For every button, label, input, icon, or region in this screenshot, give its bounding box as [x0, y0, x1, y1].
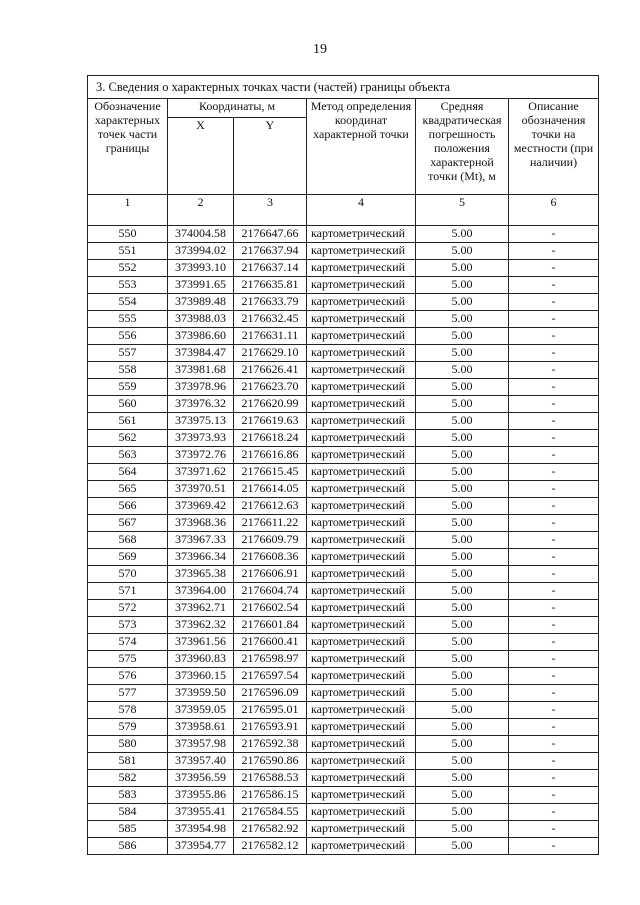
error-cell: 5.00 — [416, 413, 509, 430]
error-cell: 5.00 — [416, 430, 509, 447]
header-description: Описание обозначения точки на местности (при наличии) — [509, 99, 599, 195]
x-coordinate-cell: 373961.56 — [168, 634, 234, 651]
point-number-cell: 556 — [88, 328, 168, 345]
y-coordinate-cell: 2176647.66 — [234, 226, 307, 243]
point-number-cell: 575 — [88, 651, 168, 668]
x-coordinate-cell: 373973.93 — [168, 430, 234, 447]
error-cell: 5.00 — [416, 736, 509, 753]
table-row — [88, 549, 599, 566]
error-cell: 5.00 — [416, 770, 509, 787]
x-coordinate-cell: 373989.48 — [168, 294, 234, 311]
error-cell: 5.00 — [416, 515, 509, 532]
description-cell: - — [509, 668, 599, 685]
y-coordinate-cell: 2176637.94 — [234, 243, 307, 260]
method-cell: картометрический — [307, 668, 416, 685]
y-coordinate-cell: 2176582.92 — [234, 821, 307, 838]
method-cell: картометрический — [307, 651, 416, 668]
table-row — [88, 634, 599, 651]
section-title-row — [88, 76, 599, 99]
x-coordinate-cell: 373954.98 — [168, 821, 234, 838]
y-coordinate-cell: 2176592.38 — [234, 736, 307, 753]
point-number-cell: 579 — [88, 719, 168, 736]
point-number-cell: 557 — [88, 345, 168, 362]
x-coordinate-cell: 373970.51 — [168, 481, 234, 498]
error-cell: 5.00 — [416, 821, 509, 838]
header-y: Y — [234, 118, 307, 195]
y-coordinate-cell: 2176608.36 — [234, 549, 307, 566]
error-cell: 5.00 — [416, 532, 509, 549]
y-coordinate-cell: 2176632.45 — [234, 311, 307, 328]
x-coordinate-cell: 374004.58 — [168, 226, 234, 243]
table-row — [88, 379, 599, 396]
y-coordinate-cell: 2176635.81 — [234, 277, 307, 294]
point-number-cell: 574 — [88, 634, 168, 651]
description-cell: - — [509, 226, 599, 243]
table-row — [88, 617, 599, 634]
point-number-cell: 560 — [88, 396, 168, 413]
y-coordinate-cell: 2176596.09 — [234, 685, 307, 702]
table-row — [88, 498, 599, 515]
method-cell: картометрический — [307, 362, 416, 379]
description-cell: - — [509, 532, 599, 549]
x-coordinate-cell: 373988.03 — [168, 311, 234, 328]
header-error: Средняя квадратическая погрешность положения характерной точки (Mt), м — [416, 99, 509, 195]
description-cell: - — [509, 617, 599, 634]
y-coordinate-cell: 2176612.63 — [234, 498, 307, 515]
table-row — [88, 736, 599, 753]
x-coordinate-cell: 373955.86 — [168, 787, 234, 804]
y-coordinate-cell: 2176631.11 — [234, 328, 307, 345]
description-cell: - — [509, 770, 599, 787]
method-cell: картометрический — [307, 379, 416, 396]
description-cell: - — [509, 277, 599, 294]
point-number-cell: 565 — [88, 481, 168, 498]
error-cell: 5.00 — [416, 651, 509, 668]
table-row — [88, 804, 599, 821]
method-cell: картометрический — [307, 260, 416, 277]
x-coordinate-cell: 373965.38 — [168, 566, 234, 583]
x-coordinate-cell: 373958.61 — [168, 719, 234, 736]
x-coordinate-cell: 373978.96 — [168, 379, 234, 396]
method-cell: картометрический — [307, 617, 416, 634]
header-row-1 — [88, 99, 599, 118]
method-cell: картометрический — [307, 413, 416, 430]
method-cell: картометрический — [307, 600, 416, 617]
description-cell: - — [509, 260, 599, 277]
point-number-cell: 576 — [88, 668, 168, 685]
table-row — [88, 260, 599, 277]
point-number-cell: 564 — [88, 464, 168, 481]
description-cell: - — [509, 396, 599, 413]
method-cell: картометрический — [307, 566, 416, 583]
y-coordinate-cell: 2176595.01 — [234, 702, 307, 719]
point-number-cell: 561 — [88, 413, 168, 430]
table-row — [88, 430, 599, 447]
method-cell: картометрический — [307, 583, 416, 600]
column-number: 1 — [88, 195, 168, 226]
description-cell: - — [509, 243, 599, 260]
x-coordinate-cell: 373954.77 — [168, 838, 234, 855]
y-coordinate-cell: 2176584.55 — [234, 804, 307, 821]
x-coordinate-cell: 373957.98 — [168, 736, 234, 753]
x-coordinate-cell: 373959.50 — [168, 685, 234, 702]
table-row — [88, 464, 599, 481]
error-cell: 5.00 — [416, 379, 509, 396]
boundary-points-table — [87, 75, 599, 855]
y-coordinate-cell: 2176620.99 — [234, 396, 307, 413]
column-number-row — [88, 195, 599, 226]
point-number-cell: 571 — [88, 583, 168, 600]
y-coordinate-cell: 2176619.63 — [234, 413, 307, 430]
y-coordinate-cell: 2176588.53 — [234, 770, 307, 787]
table-row — [88, 532, 599, 549]
description-cell: - — [509, 600, 599, 617]
error-cell: 5.00 — [416, 396, 509, 413]
error-cell: 5.00 — [416, 617, 509, 634]
header-designation: Обозначение характерных точек части границы — [88, 99, 168, 195]
method-cell: картометрический — [307, 277, 416, 294]
y-coordinate-cell: 2176626.41 — [234, 362, 307, 379]
x-coordinate-cell: 373972.76 — [168, 447, 234, 464]
x-coordinate-cell: 373968.36 — [168, 515, 234, 532]
point-number-cell: 580 — [88, 736, 168, 753]
error-cell: 5.00 — [416, 719, 509, 736]
error-cell: 5.00 — [416, 702, 509, 719]
point-number-cell: 584 — [88, 804, 168, 821]
y-coordinate-cell: 2176616.86 — [234, 447, 307, 464]
table-row — [88, 753, 599, 770]
method-cell: картометрический — [307, 736, 416, 753]
method-cell: картометрический — [307, 345, 416, 362]
x-coordinate-cell: 373991.65 — [168, 277, 234, 294]
error-cell: 5.00 — [416, 226, 509, 243]
y-coordinate-cell: 2176637.14 — [234, 260, 307, 277]
x-coordinate-cell: 373976.32 — [168, 396, 234, 413]
description-cell: - — [509, 311, 599, 328]
point-number-cell: 578 — [88, 702, 168, 719]
error-cell: 5.00 — [416, 583, 509, 600]
error-cell: 5.00 — [416, 464, 509, 481]
error-cell: 5.00 — [416, 668, 509, 685]
method-cell: картометрический — [307, 838, 416, 855]
table-row — [88, 328, 599, 345]
method-cell: картометрический — [307, 311, 416, 328]
method-cell: картометрический — [307, 294, 416, 311]
x-coordinate-cell: 373966.34 — [168, 549, 234, 566]
y-coordinate-cell: 2176615.45 — [234, 464, 307, 481]
x-coordinate-cell: 373955.41 — [168, 804, 234, 821]
x-coordinate-cell: 373956.59 — [168, 770, 234, 787]
x-coordinate-cell: 373994.02 — [168, 243, 234, 260]
error-cell: 5.00 — [416, 277, 509, 294]
error-cell: 5.00 — [416, 447, 509, 464]
method-cell: картометрический — [307, 430, 416, 447]
method-cell: картометрический — [307, 464, 416, 481]
table-row — [88, 515, 599, 532]
description-cell: - — [509, 736, 599, 753]
error-cell: 5.00 — [416, 362, 509, 379]
point-number-cell: 550 — [88, 226, 168, 243]
point-number-cell: 554 — [88, 294, 168, 311]
description-cell: - — [509, 294, 599, 311]
point-number-cell: 567 — [88, 515, 168, 532]
method-cell: картометрический — [307, 770, 416, 787]
description-cell: - — [509, 362, 599, 379]
table-row — [88, 481, 599, 498]
error-cell: 5.00 — [416, 804, 509, 821]
error-cell: 5.00 — [416, 634, 509, 651]
point-number-cell: 563 — [88, 447, 168, 464]
column-number: 3 — [234, 195, 307, 226]
section-title: 3. Сведения о характерных точках части (частей) границы объекта — [88, 76, 599, 99]
y-coordinate-cell: 2176600.41 — [234, 634, 307, 651]
y-coordinate-cell: 2176609.79 — [234, 532, 307, 549]
header-method: Метод определения координат характерной точки — [307, 99, 416, 195]
column-number: 5 — [416, 195, 509, 226]
point-number-cell: 581 — [88, 753, 168, 770]
y-coordinate-cell: 2176611.22 — [234, 515, 307, 532]
table-row — [88, 447, 599, 464]
error-cell: 5.00 — [416, 311, 509, 328]
point-number-cell: 552 — [88, 260, 168, 277]
description-cell: - — [509, 702, 599, 719]
y-coordinate-cell: 2176623.70 — [234, 379, 307, 396]
x-coordinate-cell: 373962.71 — [168, 600, 234, 617]
method-cell: картометрический — [307, 549, 416, 566]
x-coordinate-cell: 373959.05 — [168, 702, 234, 719]
y-coordinate-cell: 2176597.54 — [234, 668, 307, 685]
table-row — [88, 600, 599, 617]
point-number-cell: 568 — [88, 532, 168, 549]
table-row — [88, 277, 599, 294]
error-cell: 5.00 — [416, 345, 509, 362]
method-cell: картометрический — [307, 481, 416, 498]
table-row — [88, 821, 599, 838]
method-cell: картометрический — [307, 787, 416, 804]
point-number-cell: 566 — [88, 498, 168, 515]
description-cell: - — [509, 447, 599, 464]
y-coordinate-cell: 2176606.91 — [234, 566, 307, 583]
method-cell: картометрический — [307, 804, 416, 821]
y-coordinate-cell: 2176601.84 — [234, 617, 307, 634]
point-number-cell: 558 — [88, 362, 168, 379]
table-row — [88, 413, 599, 430]
table-row — [88, 243, 599, 260]
point-number-cell: 555 — [88, 311, 168, 328]
x-coordinate-cell: 373971.62 — [168, 464, 234, 481]
description-cell: - — [509, 498, 599, 515]
error-cell: 5.00 — [416, 481, 509, 498]
error-cell: 5.00 — [416, 838, 509, 855]
description-cell: - — [509, 328, 599, 345]
table-row — [88, 770, 599, 787]
point-number-cell: 553 — [88, 277, 168, 294]
table-row — [88, 294, 599, 311]
method-cell: картометрический — [307, 243, 416, 260]
x-coordinate-cell: 373962.32 — [168, 617, 234, 634]
y-coordinate-cell: 2176629.10 — [234, 345, 307, 362]
y-coordinate-cell: 2176590.86 — [234, 753, 307, 770]
point-number-cell: 586 — [88, 838, 168, 855]
table-row — [88, 583, 599, 600]
error-cell: 5.00 — [416, 600, 509, 617]
table-row — [88, 719, 599, 736]
y-coordinate-cell: 2176586.15 — [234, 787, 307, 804]
x-coordinate-cell: 373993.10 — [168, 260, 234, 277]
description-cell: - — [509, 651, 599, 668]
y-coordinate-cell: 2176604.74 — [234, 583, 307, 600]
table-row — [88, 787, 599, 804]
table-row — [88, 566, 599, 583]
x-coordinate-cell: 373964.00 — [168, 583, 234, 600]
y-coordinate-cell: 2176614.05 — [234, 481, 307, 498]
y-coordinate-cell: 2176598.97 — [234, 651, 307, 668]
description-cell: - — [509, 821, 599, 838]
x-coordinate-cell: 373960.83 — [168, 651, 234, 668]
point-number-cell: 559 — [88, 379, 168, 396]
description-cell: - — [509, 430, 599, 447]
table-row — [88, 226, 599, 243]
method-cell: картометрический — [307, 719, 416, 736]
method-cell: картометрический — [307, 532, 416, 549]
x-coordinate-cell: 373986.60 — [168, 328, 234, 345]
header-coordinates: Координаты, м — [168, 99, 307, 118]
y-coordinate-cell: 2176582.12 — [234, 838, 307, 855]
table-row — [88, 396, 599, 413]
y-coordinate-cell: 2176593.91 — [234, 719, 307, 736]
description-cell: - — [509, 345, 599, 362]
method-cell: картометрический — [307, 515, 416, 532]
point-number-cell: 583 — [88, 787, 168, 804]
error-cell: 5.00 — [416, 294, 509, 311]
table-row — [88, 685, 599, 702]
description-cell: - — [509, 566, 599, 583]
description-cell: - — [509, 685, 599, 702]
table-row — [88, 362, 599, 379]
method-cell: картометрический — [307, 447, 416, 464]
point-number-cell: 551 — [88, 243, 168, 260]
point-number-cell: 572 — [88, 600, 168, 617]
method-cell: картометрический — [307, 753, 416, 770]
x-coordinate-cell: 373957.40 — [168, 753, 234, 770]
x-coordinate-cell: 373969.42 — [168, 498, 234, 515]
table-row — [88, 838, 599, 855]
method-cell: картометрический — [307, 498, 416, 515]
description-cell: - — [509, 838, 599, 855]
method-cell: картометрический — [307, 328, 416, 345]
y-coordinate-cell: 2176633.79 — [234, 294, 307, 311]
description-cell: - — [509, 481, 599, 498]
column-number: 6 — [509, 195, 599, 226]
description-cell: - — [509, 464, 599, 481]
method-cell: картометрический — [307, 396, 416, 413]
column-number: 2 — [168, 195, 234, 226]
error-cell: 5.00 — [416, 260, 509, 277]
description-cell: - — [509, 515, 599, 532]
description-cell: - — [509, 583, 599, 600]
x-coordinate-cell: 373984.47 — [168, 345, 234, 362]
y-coordinate-cell: 2176618.24 — [234, 430, 307, 447]
error-cell: 5.00 — [416, 566, 509, 583]
error-cell: 5.00 — [416, 498, 509, 515]
error-cell: 5.00 — [416, 328, 509, 345]
description-cell: - — [509, 753, 599, 770]
header-x: X — [168, 118, 234, 195]
method-cell: картометрический — [307, 821, 416, 838]
point-number-cell: 577 — [88, 685, 168, 702]
description-cell: - — [509, 804, 599, 821]
x-coordinate-cell: 373960.15 — [168, 668, 234, 685]
method-cell: картометрический — [307, 226, 416, 243]
description-cell: - — [509, 787, 599, 804]
y-coordinate-cell: 2176602.54 — [234, 600, 307, 617]
error-cell: 5.00 — [416, 549, 509, 566]
error-cell: 5.00 — [416, 243, 509, 260]
point-number-cell: 562 — [88, 430, 168, 447]
description-cell: - — [509, 549, 599, 566]
column-number: 4 — [307, 195, 416, 226]
error-cell: 5.00 — [416, 685, 509, 702]
point-number-cell: 569 — [88, 549, 168, 566]
point-number-cell: 573 — [88, 617, 168, 634]
method-cell: картометрический — [307, 634, 416, 651]
description-cell: - — [509, 719, 599, 736]
method-cell: картометрический — [307, 685, 416, 702]
error-cell: 5.00 — [416, 753, 509, 770]
error-cell: 5.00 — [416, 787, 509, 804]
page-number: 19 — [313, 42, 327, 57]
table-row — [88, 345, 599, 362]
point-number-cell: 585 — [88, 821, 168, 838]
x-coordinate-cell: 373975.13 — [168, 413, 234, 430]
point-number-cell: 570 — [88, 566, 168, 583]
table-row — [88, 311, 599, 328]
point-number-cell: 582 — [88, 770, 168, 787]
description-cell: - — [509, 634, 599, 651]
description-cell: - — [509, 413, 599, 430]
x-coordinate-cell: 373967.33 — [168, 532, 234, 549]
table-row — [88, 702, 599, 719]
x-coordinate-cell: 373981.68 — [168, 362, 234, 379]
table-row — [88, 668, 599, 685]
table-row — [88, 651, 599, 668]
method-cell: картометрический — [307, 702, 416, 719]
description-cell: - — [509, 379, 599, 396]
